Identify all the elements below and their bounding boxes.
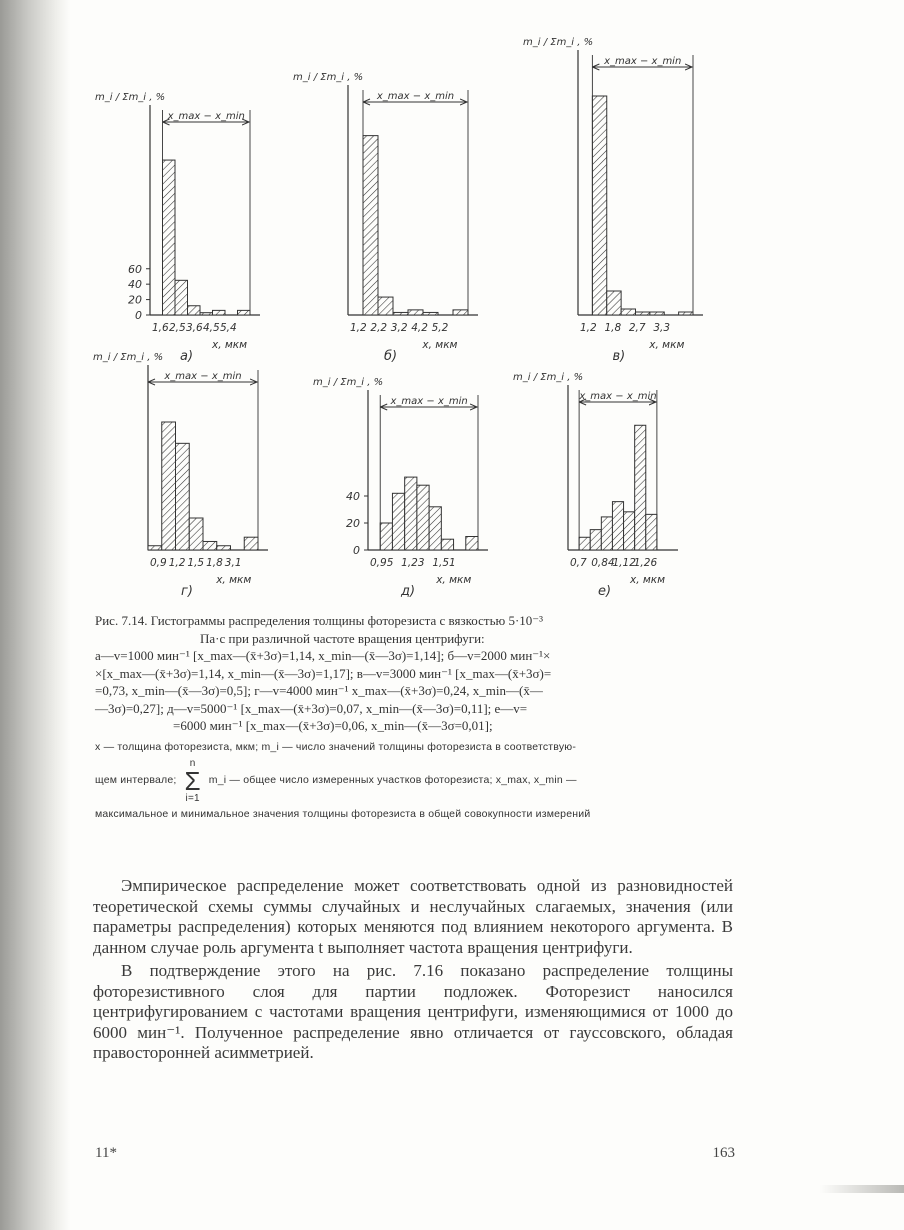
histogram-bar <box>579 537 590 550</box>
span-label: x_max − x_min <box>167 111 245 122</box>
x-tick-label: 4,5 <box>203 322 220 334</box>
x-tick-label: 1,23 <box>401 557 425 569</box>
histogram-bar <box>392 493 404 550</box>
caption-legend-1: x — толщина фоторезиста, мкм; m_i — число значений толщины фоторезиста в соответствую- <box>95 740 577 753</box>
x-tick-label: 1,51 <box>432 557 456 569</box>
histogram-bar <box>441 539 453 550</box>
histogram-bar <box>636 312 650 315</box>
histogram-bar <box>592 96 606 315</box>
x-axis-label: x, мкм <box>630 574 666 586</box>
histogram-bar <box>601 517 612 550</box>
x-tick-label: 2,7 <box>628 322 646 334</box>
y-tick-label: 0 <box>353 544 360 557</box>
panel-letter: д) <box>401 584 416 599</box>
sum-symbol <box>185 758 201 804</box>
histogram-bar <box>429 507 441 550</box>
x-tick-label: 1,2 <box>350 322 367 334</box>
y-axis-label: m_i / Σm_i , % <box>313 377 384 388</box>
histogram-bar <box>650 312 664 315</box>
y-tick-label: 20 <box>128 293 142 307</box>
x-tick-label: 0,9 <box>150 557 167 569</box>
y-axis-label: m_i / Σm_i , % <box>513 372 584 383</box>
span-label: x_max − x_min <box>390 396 468 407</box>
histogram-bar <box>380 523 392 550</box>
histogram-bar <box>162 422 176 550</box>
x-tick-label: 1,2 <box>168 557 186 569</box>
caption-line-1: а—v=1000 мин⁻¹ [x_max—(x̄+3σ)=1,14, x_min—(x̄—3σ)=1,14]; б—v=2000 мин⁻¹× <box>95 648 551 663</box>
histogram-bar <box>188 306 201 315</box>
histogram-bar <box>621 309 635 315</box>
histogram-bar <box>244 537 258 550</box>
histogram-panel-b <box>293 72 478 364</box>
histogram-figures <box>0 0 904 610</box>
x-axis-label: x, мкм <box>422 339 458 351</box>
x-tick-label: 1,8 <box>604 322 622 334</box>
panel-letter: г) <box>181 584 193 599</box>
histogram-bar <box>163 160 176 315</box>
x-tick-label: 1,6 <box>152 322 169 334</box>
caption-line-4: —3σ)=0,27]; д—v=5000⁻¹ [x_max—(x̄+3σ)=0,07, x_min—(x̄—3σ)=0,11]; е—v= <box>95 700 528 716</box>
caption-legend-3: максимальное и минимальное значения толщины фоторезиста в общей совокупности измерений <box>95 808 591 820</box>
y-tick-label: 0 <box>135 309 142 322</box>
histogram-bar <box>238 310 251 315</box>
histogram-bar <box>200 313 213 315</box>
x-tick-label: 1,12 <box>612 557 636 569</box>
panel-letter: б) <box>384 349 398 364</box>
histogram-panel-d <box>313 377 488 599</box>
caption-title-line-2: Па·с при различной частоте вращения центрифуги: <box>200 630 485 646</box>
histogram-bar <box>423 312 438 315</box>
histogram-bar <box>417 485 429 550</box>
x-tick-label: 2,5 <box>169 322 186 334</box>
caption-line-2: ×[x_max—(x̄+3σ)=1,14, x_min—(x̄—3σ)=1,17]; в—v=3000 мин⁻¹ [x_max—(x̄+3σ)= <box>95 665 552 681</box>
x-tick-label: 0,84 <box>591 557 615 569</box>
x-axis-label: x, мкм <box>436 574 472 586</box>
y-tick-label: 20 <box>346 517 360 530</box>
span-label: x_max − x_min <box>604 56 682 67</box>
histogram-bar <box>624 512 635 550</box>
histogram-bar <box>378 297 393 315</box>
histogram-bar <box>635 425 646 550</box>
x-tick-label: 3,1 <box>224 557 242 569</box>
histogram-bar <box>175 280 188 315</box>
histogram-bar <box>453 310 468 315</box>
body-text <box>93 876 733 1064</box>
caption-legend-2-pre: щем интервале; <box>95 774 177 787</box>
x-tick-label: 2,2 <box>370 322 388 334</box>
histogram-bar <box>405 477 417 550</box>
panel-letter: в) <box>612 349 626 364</box>
y-axis-label: m_i / Σm_i , % <box>95 92 166 103</box>
page-number: 163 <box>712 1145 735 1161</box>
y-tick-label: 40 <box>128 278 142 292</box>
x-axis-label: x, мкм <box>216 574 252 586</box>
x-tick-label: 1,8 <box>206 557 223 569</box>
x-tick-label: 0,7 <box>570 557 587 569</box>
x-axis-label: x, мкм <box>212 339 248 351</box>
histogram-panel-a <box>95 92 260 364</box>
span-label: x_max − x_min <box>579 391 657 402</box>
histogram-bar <box>213 310 226 315</box>
histogram-bar <box>393 312 408 315</box>
histogram-bar <box>203 541 217 550</box>
x-tick-label: 5,4 <box>220 322 237 334</box>
histogram-bar <box>189 518 203 550</box>
y-tick-label: 40 <box>346 490 360 503</box>
x-tick-label: 0,95 <box>370 557 394 569</box>
histogram-bar <box>679 312 693 315</box>
sigma-upper-limit: n <box>189 758 196 769</box>
histogram-bar <box>646 514 657 550</box>
caption-line-3: =0,73, x_min—(x̄—3σ)=0,5]; г—v=4000 мин⁻¹ x_max—(x̄+3σ)=0,24, x_min—(x̄— <box>95 683 543 698</box>
x-tick-label: 1,2 <box>580 322 597 334</box>
x-tick-label: 4,2 <box>411 322 428 334</box>
caption-title-line-1: Рис. 7.14. Гистограммы распределения толщины фоторезиста с вязкостью 5·10⁻³ <box>95 613 544 628</box>
histogram-bar <box>612 502 623 550</box>
histogram-bar <box>176 443 190 550</box>
y-axis-label: m_i / Σm_i , % <box>93 352 164 363</box>
y-tick-label: 60 <box>128 262 142 276</box>
histogram-bar <box>466 537 478 551</box>
panel-letter: а) <box>180 349 194 364</box>
histogram-bar <box>590 530 601 550</box>
histogram-bar <box>148 546 162 550</box>
y-axis-label: m_i / Σm_i , % <box>293 72 364 83</box>
x-tick-label: 1,5 <box>187 557 205 569</box>
paragraph-1: Эмпирическое распределение может соответствовать одной из разновидностей теоретической схемы суммы случайных и неслучайных слагаемых, значения (или параметры распределения) которых меняются под влиянием некоторого аргумента. В данном случае роль аргумента t выполняет частота вращения центрифуги. <box>93 876 733 957</box>
panel-letter: е) <box>598 584 612 599</box>
span-label: x_max − x_min <box>376 91 455 102</box>
histogram-panel-g <box>93 352 268 599</box>
paragraph-2: В подтверждение этого на рис. 7.16 показано распределение толщины фоторезистивного слоя для партии подложек. Фоторезист наносился центрифугированием с частотами вращения центрифуги, изменяющимися от 1000 до 6000 мин⁻¹. Полученное распределение явно отличается от гауссовского, обладая правосторонней асимметрией. <box>93 961 733 1062</box>
caption-line-5: =6000 мин⁻¹ [x_max—(x̄+3σ)=0,06, x_min—(x̄—3σ=0,01]; <box>173 718 493 733</box>
x-tick-label: 5,2 <box>431 322 449 334</box>
caption-legend-2-post: m_i — общее число измеренных участков фоторезиста; x_max, x_min — <box>208 774 577 787</box>
x-tick-label: 3,6 <box>186 322 203 334</box>
x-axis-label: x, мкм <box>649 339 685 351</box>
sigma-lower-limit: i=1 <box>185 793 200 804</box>
x-tick-label: 3,2 <box>390 322 408 334</box>
histogram-bar <box>607 291 621 315</box>
x-tick-label: 3,3 <box>653 322 671 334</box>
histogram-panel-v <box>523 37 703 364</box>
y-axis-label: m_i / Σm_i , % <box>523 37 594 48</box>
histogram-bar <box>408 310 423 315</box>
x-tick-label: 1,26 <box>633 557 658 569</box>
span-label: x_max − x_min <box>164 371 242 382</box>
sigma-icon: Σ <box>184 766 201 796</box>
histogram-panel-e <box>513 372 678 599</box>
figure-caption <box>95 612 735 824</box>
histogram-bar <box>363 136 378 315</box>
page-edge-shadow <box>820 1185 904 1193</box>
signature-mark: 11* <box>95 1145 117 1161</box>
histogram-bar <box>217 546 231 550</box>
